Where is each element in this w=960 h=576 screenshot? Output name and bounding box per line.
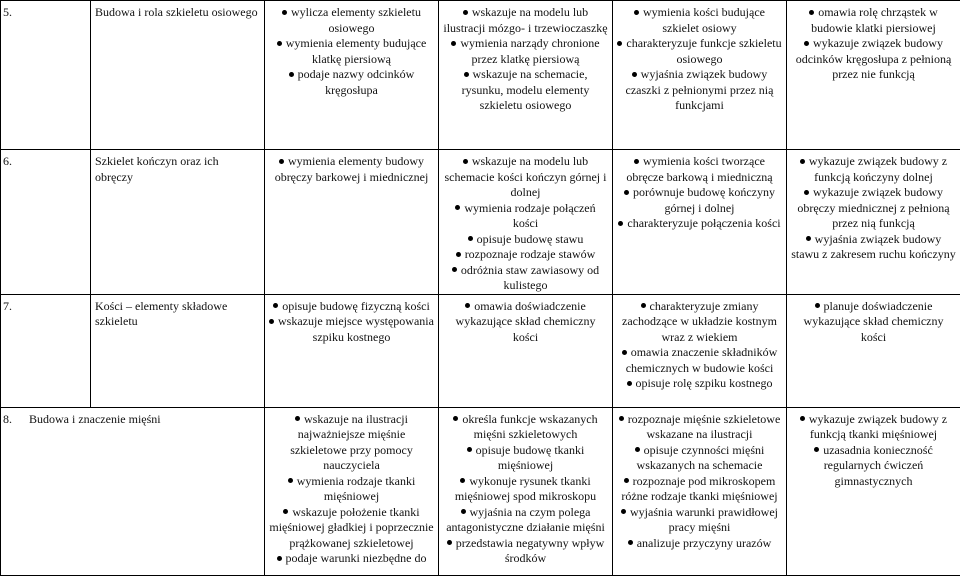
bullet-icon [465, 303, 470, 308]
list-item: wymienia rodzaje połączeń kości [443, 201, 608, 232]
goals-cell-extended [439, 407, 613, 575]
goals-list [787, 1, 960, 83]
bullet-icon [464, 72, 469, 77]
bullet-icon [804, 41, 809, 46]
bullet-icon [618, 221, 623, 226]
bullet-icon [468, 236, 473, 241]
list-item: wymienia kości budujące szkielet osiowy [617, 5, 782, 36]
bullet-icon [277, 41, 282, 46]
list-item: określa funkcje wskazanych mięśni szkieletowych [443, 412, 608, 443]
bullet-icon [269, 319, 274, 324]
goals-list [613, 1, 786, 114]
goals-cell-extended [439, 294, 613, 407]
bullet-icon [279, 159, 284, 164]
goals-cell-advanced [787, 407, 960, 575]
list-item: charakteryzuje połączenia kości [617, 216, 782, 232]
bullet-icon [463, 10, 468, 15]
list-item: wskazuje na ilustracji najważniejsze mięśnie szkieletowe przy pomocy nauczyciela [269, 412, 434, 474]
bullet-icon [622, 350, 627, 355]
list-item: opisuje rolę szpiku kostnego [617, 376, 782, 392]
goals-list [439, 408, 612, 567]
list-item: charakteryzuje funkcje szkieletu osiowego [617, 36, 782, 67]
goals-list [265, 295, 438, 346]
row-number: 8. [3, 412, 29, 428]
goals-cell-advanced [787, 294, 960, 407]
list-item: wykazuje związek budowy z funkcją tkanki mięśniowej [791, 412, 956, 443]
bullet-icon [467, 447, 472, 452]
list-item: wykazuje związek budowy obręczy miednicznej z pełnioną przez nią funkcją [791, 185, 956, 232]
goals-cell-advanced [787, 1, 960, 150]
list-item: planuje doświadczenie wykazujące skład chemiczny kości [791, 299, 956, 346]
goals-cell-basic [265, 294, 439, 407]
bullet-icon [463, 159, 468, 164]
goals-list [265, 150, 438, 185]
bullet-icon [621, 509, 626, 514]
bullet-icon [800, 416, 805, 421]
bullet-icon [806, 236, 811, 241]
goals-cell-basic [265, 407, 439, 575]
table-row [1, 294, 960, 407]
bullet-icon [634, 10, 639, 15]
goals-list [439, 1, 612, 114]
list-item: analizuje przyczyny urazów [617, 536, 782, 552]
bullet-icon [635, 447, 640, 452]
list-item: wyjaśnia na czym polega antagonistyczne działanie mięśni [443, 505, 608, 536]
bullet-icon [804, 190, 809, 195]
goals-cell-advanced [787, 150, 960, 295]
goals-list [613, 408, 786, 552]
bullet-icon [289, 72, 294, 77]
bullet-icon [452, 267, 457, 272]
list-item: opisuje czynności mięśni wskazanych na schemacie [617, 443, 782, 474]
list-item: wyjaśnia związek budowy czaszki z pełnionymi przez nią funkcjami [617, 67, 782, 114]
list-item: wymienia kości tworzące obręcze barkową i miedniczną [617, 154, 782, 185]
list-item: omawia znaczenie składników chemicznych w budowie kości [617, 345, 782, 376]
topic-title: Kości – elementy składowe szkieletu [95, 299, 227, 329]
bullet-icon [453, 416, 458, 421]
goals-list [265, 408, 438, 567]
bullet-icon [295, 416, 300, 421]
topic-cell [91, 294, 265, 407]
bullet-icon [641, 303, 646, 308]
goals-cell-extended [439, 1, 613, 150]
list-item: wykonuje rysunek tkanki mięśniowej spod mikroskopu [443, 474, 608, 505]
list-item: podaje nazwy odcinków kręgosłupa [269, 67, 434, 98]
bullet-icon [634, 159, 639, 164]
list-item: wyjaśnia warunki prawidłowej pracy mięśni [617, 505, 782, 536]
bullet-icon [617, 41, 622, 46]
bullet-icon [277, 556, 282, 561]
list-item: wskazuje miejsce występowania szpiku kostnego [269, 314, 434, 345]
goals-cell-complete [613, 1, 787, 150]
goals-cell-complete [613, 150, 787, 295]
list-item: wylicza elementy szkieletu osiowego [269, 5, 434, 36]
row-number: 5. [3, 5, 12, 19]
list-item: wykazuje związek budowy odcinków kręgosłupa z pełnioną przez nie funkcją [791, 36, 956, 83]
table-row [1, 150, 960, 295]
goals-cell-extended [439, 150, 613, 295]
list-item: odróżnia staw zawiasowy od kulistego [443, 263, 608, 294]
topic-title: Szkielet kończyn oraz ich obręczy [95, 154, 219, 184]
topic-title: Budowa i znaczenie mięśni [29, 412, 161, 426]
list-item: wskazuje na modelu lub ilustracji mózgo- i trzewioczaszkę [443, 5, 608, 36]
list-item: opisuje budowę tkanki mięśniowej [443, 443, 608, 474]
topic-cell [91, 1, 265, 150]
bullet-icon [815, 303, 820, 308]
goals-list [265, 1, 438, 98]
list-item: opisuje budowę stawu [443, 232, 608, 248]
goals-list [787, 295, 960, 346]
bullet-icon [447, 540, 452, 545]
topic-cell-merged [1, 407, 265, 575]
list-item: przedstawia negatywny wpływ środków [443, 536, 608, 567]
list-item: uzasadnia konieczność regularnych ćwiczeń gimnastycznych [791, 443, 956, 490]
bullet-icon [628, 540, 633, 545]
topic-title: Budowa i rola szkieletu osiowego [95, 5, 258, 19]
list-item: wymienia narządy chronione przez klatkę piersiową [443, 36, 608, 67]
list-item: rozpoznaje mięśnie szkieletowe wskazane na ilustracji [617, 412, 782, 443]
bullet-icon [461, 509, 466, 514]
bullet-icon [814, 447, 819, 452]
goals-cell-complete [613, 407, 787, 575]
bullet-icon [632, 72, 637, 77]
list-item: wskazuje na schemacie, rysunku, modelu elementy szkieletu osiowego [443, 67, 608, 114]
goals-list [613, 295, 786, 392]
bullet-icon [288, 478, 293, 483]
bullet-icon [456, 252, 461, 257]
list-item: omawia rolę chrząstek w budowie klatki piersiowej [791, 5, 956, 36]
row-number-cell [1, 150, 91, 295]
row-number: 6. [3, 154, 12, 168]
goals-list [613, 150, 786, 232]
bullet-icon [619, 416, 624, 421]
list-item: opisuje budowę fizyczną kości [269, 299, 434, 315]
bullet-icon [460, 478, 465, 483]
bullet-icon [627, 381, 632, 386]
goals-cell-basic [265, 150, 439, 295]
list-item: wymienia elementy budowy obręczy barkowej i miednicznej [269, 154, 434, 185]
list-item: podaje warunki niezbędne do [269, 551, 434, 567]
list-item: wymienia elementy budujące klatkę piersiową [269, 36, 434, 67]
table-row [1, 1, 960, 150]
list-item: wymienia rodzaje tkanki mięśniowej [269, 474, 434, 505]
list-item: charakteryzuje zmiany zachodzące w układzie kostnym wraz z wiekiem [617, 299, 782, 346]
bullet-icon [624, 478, 629, 483]
row-number-cell [1, 294, 91, 407]
row-number-cell [1, 1, 91, 150]
bullet-icon [800, 159, 805, 164]
goals-cell-complete [613, 294, 787, 407]
bullet-icon [283, 509, 288, 514]
list-item: porównuje budowę kończyny górnej i dolnej [617, 185, 782, 216]
goals-list [439, 150, 612, 294]
bullet-icon [624, 190, 629, 195]
row-number: 7. [3, 299, 12, 313]
bullet-icon [273, 303, 278, 308]
goals-cell-basic [265, 1, 439, 150]
bullet-icon [451, 41, 456, 46]
list-item: wyjaśnia związek budowy stawu z zakresem ruchu kończyny [791, 232, 956, 263]
bullet-icon [809, 10, 814, 15]
list-item: wykazuje związek budowy z funkcją kończyny dolnej [791, 154, 956, 185]
table-row [1, 407, 960, 575]
topic-cell [91, 150, 265, 295]
bullet-icon [455, 205, 460, 210]
list-item: wskazuje położenie tkanki mięśniowej gładkiej i poprzecznie prążkowanej szkieletowej [269, 505, 434, 552]
list-item: rozpoznaje rodzaje stawów [443, 247, 608, 263]
goals-list [787, 150, 960, 263]
list-item: omawia doświadczenie wykazujące skład chemiczny kości [443, 299, 608, 346]
goals-list [439, 295, 612, 346]
list-item: wskazuje na modelu lub schemacie kości kończyn górnej i dolnej [443, 154, 608, 201]
bullet-icon [282, 10, 287, 15]
list-item: rozpoznaje pod mikroskopem różne rodzaje tkanki mięśniowej [617, 474, 782, 505]
goals-list [787, 408, 960, 490]
